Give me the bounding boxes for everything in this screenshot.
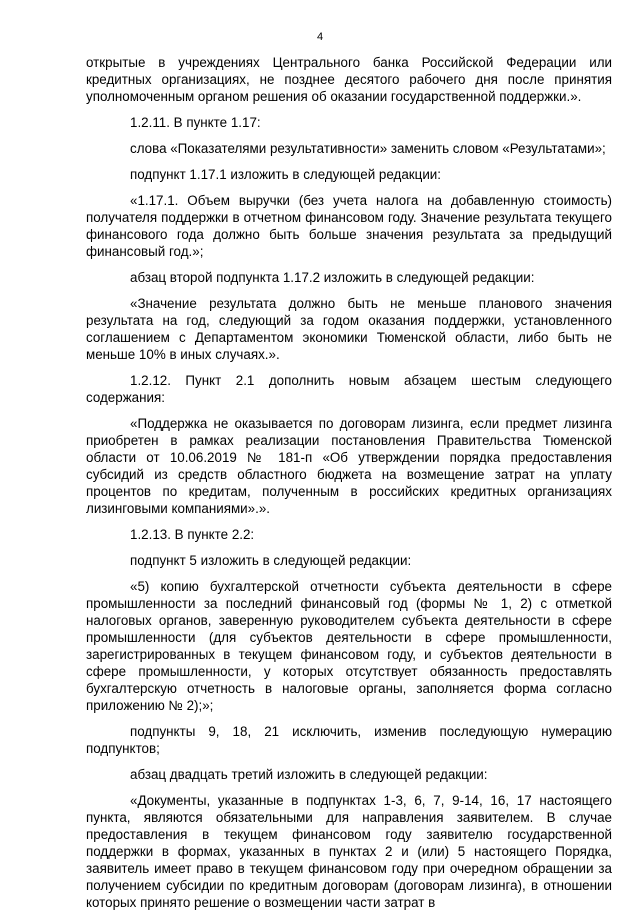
paragraph-6: «Значение результата должно быть не меньше планового значения результата на год, следующий за годом оказания поддержки, установленного соглашением с Департаментом экономики Тюменской области, либо быть не меньше 10% в иных случаях.». bbox=[86, 296, 612, 362]
paragraph-11: «5) копию бухгалтерской отчетности субъекта деятельности в сфере промышленности за последний финансовый год (формы № 1, 2) с отметкой налоговых органов, заверенную руководителем субъекта деятельности в сфере промышленности (для субъектов деятельности в сфере промышленности, зарегистрированных в текущем финансовом году, и субъектов деятельности в сфере промышленности, у которых отсутствует обязанность предоставлять бухгалтерскую отчетность в налоговые органы, заполняется форма согласно приложению № 2);»; bbox=[86, 579, 612, 713]
paragraph-0: открытые в учреждениях Центрального банка Российской Федерации или кредитных организациях, не позднее десятого рабочего дня после принятия уполномоченным органом решения об оказании государственной поддержки.». bbox=[86, 55, 612, 104]
paragraph-12: подпункты 9, 18, 21 исключить, изменив последующую нумерацию подпунктов; bbox=[86, 724, 612, 756]
page-number: 4 bbox=[316, 31, 324, 43]
paragraph-14: «Документы, указанные в подпунктах 1-3, 6, 7, 9-14, 16, 17 настоящего пункта, являются обязательными для направления заявителем. В случае предоставления в текущем финансовом году заявителю государственной поддержки в формах, указанных в пунктах 2 и (или) 5 настоящего Порядка, заявитель имеет право в текущем финансовом году при очередном обращении за получением субсидии по кредитным договорам (договорам лизинга), в отношении которых принято решение о возмещении части затрат в bbox=[86, 793, 612, 910]
paragraph-5: абзац второй подпункта 1.17.2 изложить в следующей редакции: bbox=[130, 270, 535, 285]
paragraph-8: «Поддержка не оказывается по договорам лизинга, если предмет лизинга приобретен в рамках реализации постановления Правительства Тюменской области от 10.06.2019 № 181-п «Об утверждении порядка предоставления субсидий из средств областного бюджета на возмещение затрат на уплату процентов по кредитам, полученным в российских кредитных организациях лизинговыми компаниями».». bbox=[86, 416, 612, 516]
paragraph-1: 1.2.11. В пункте 1.17: bbox=[130, 115, 261, 130]
paragraph-7: 1.2.12. Пункт 2.1 дополнить новым абзацем шестым следующего содержания: bbox=[86, 373, 612, 405]
document-body bbox=[86, 54, 612, 920]
paragraph-10: подпункт 5 изложить в следующей редакции: bbox=[130, 553, 412, 568]
paragraph-2: слова «Показателями результативности» заменить словом «Результатами»; bbox=[130, 141, 606, 156]
paragraph-3: подпункт 1.17.1 изложить в следующей редакции: bbox=[130, 167, 441, 182]
paragraph-13: абзац двадцать третий изложить в следующей редакции: bbox=[130, 767, 488, 782]
paragraph-4: «1.17.1. Объем выручки (без учета налога на добавленную стоимость) получателя поддержки в отчетном финансовом году. Значение результата текущего финансового года должно быть больше значения результата за предыдущий финансовый год.»; bbox=[86, 193, 612, 259]
paragraph-9: 1.2.13. В пункте 2.2: bbox=[130, 527, 255, 542]
